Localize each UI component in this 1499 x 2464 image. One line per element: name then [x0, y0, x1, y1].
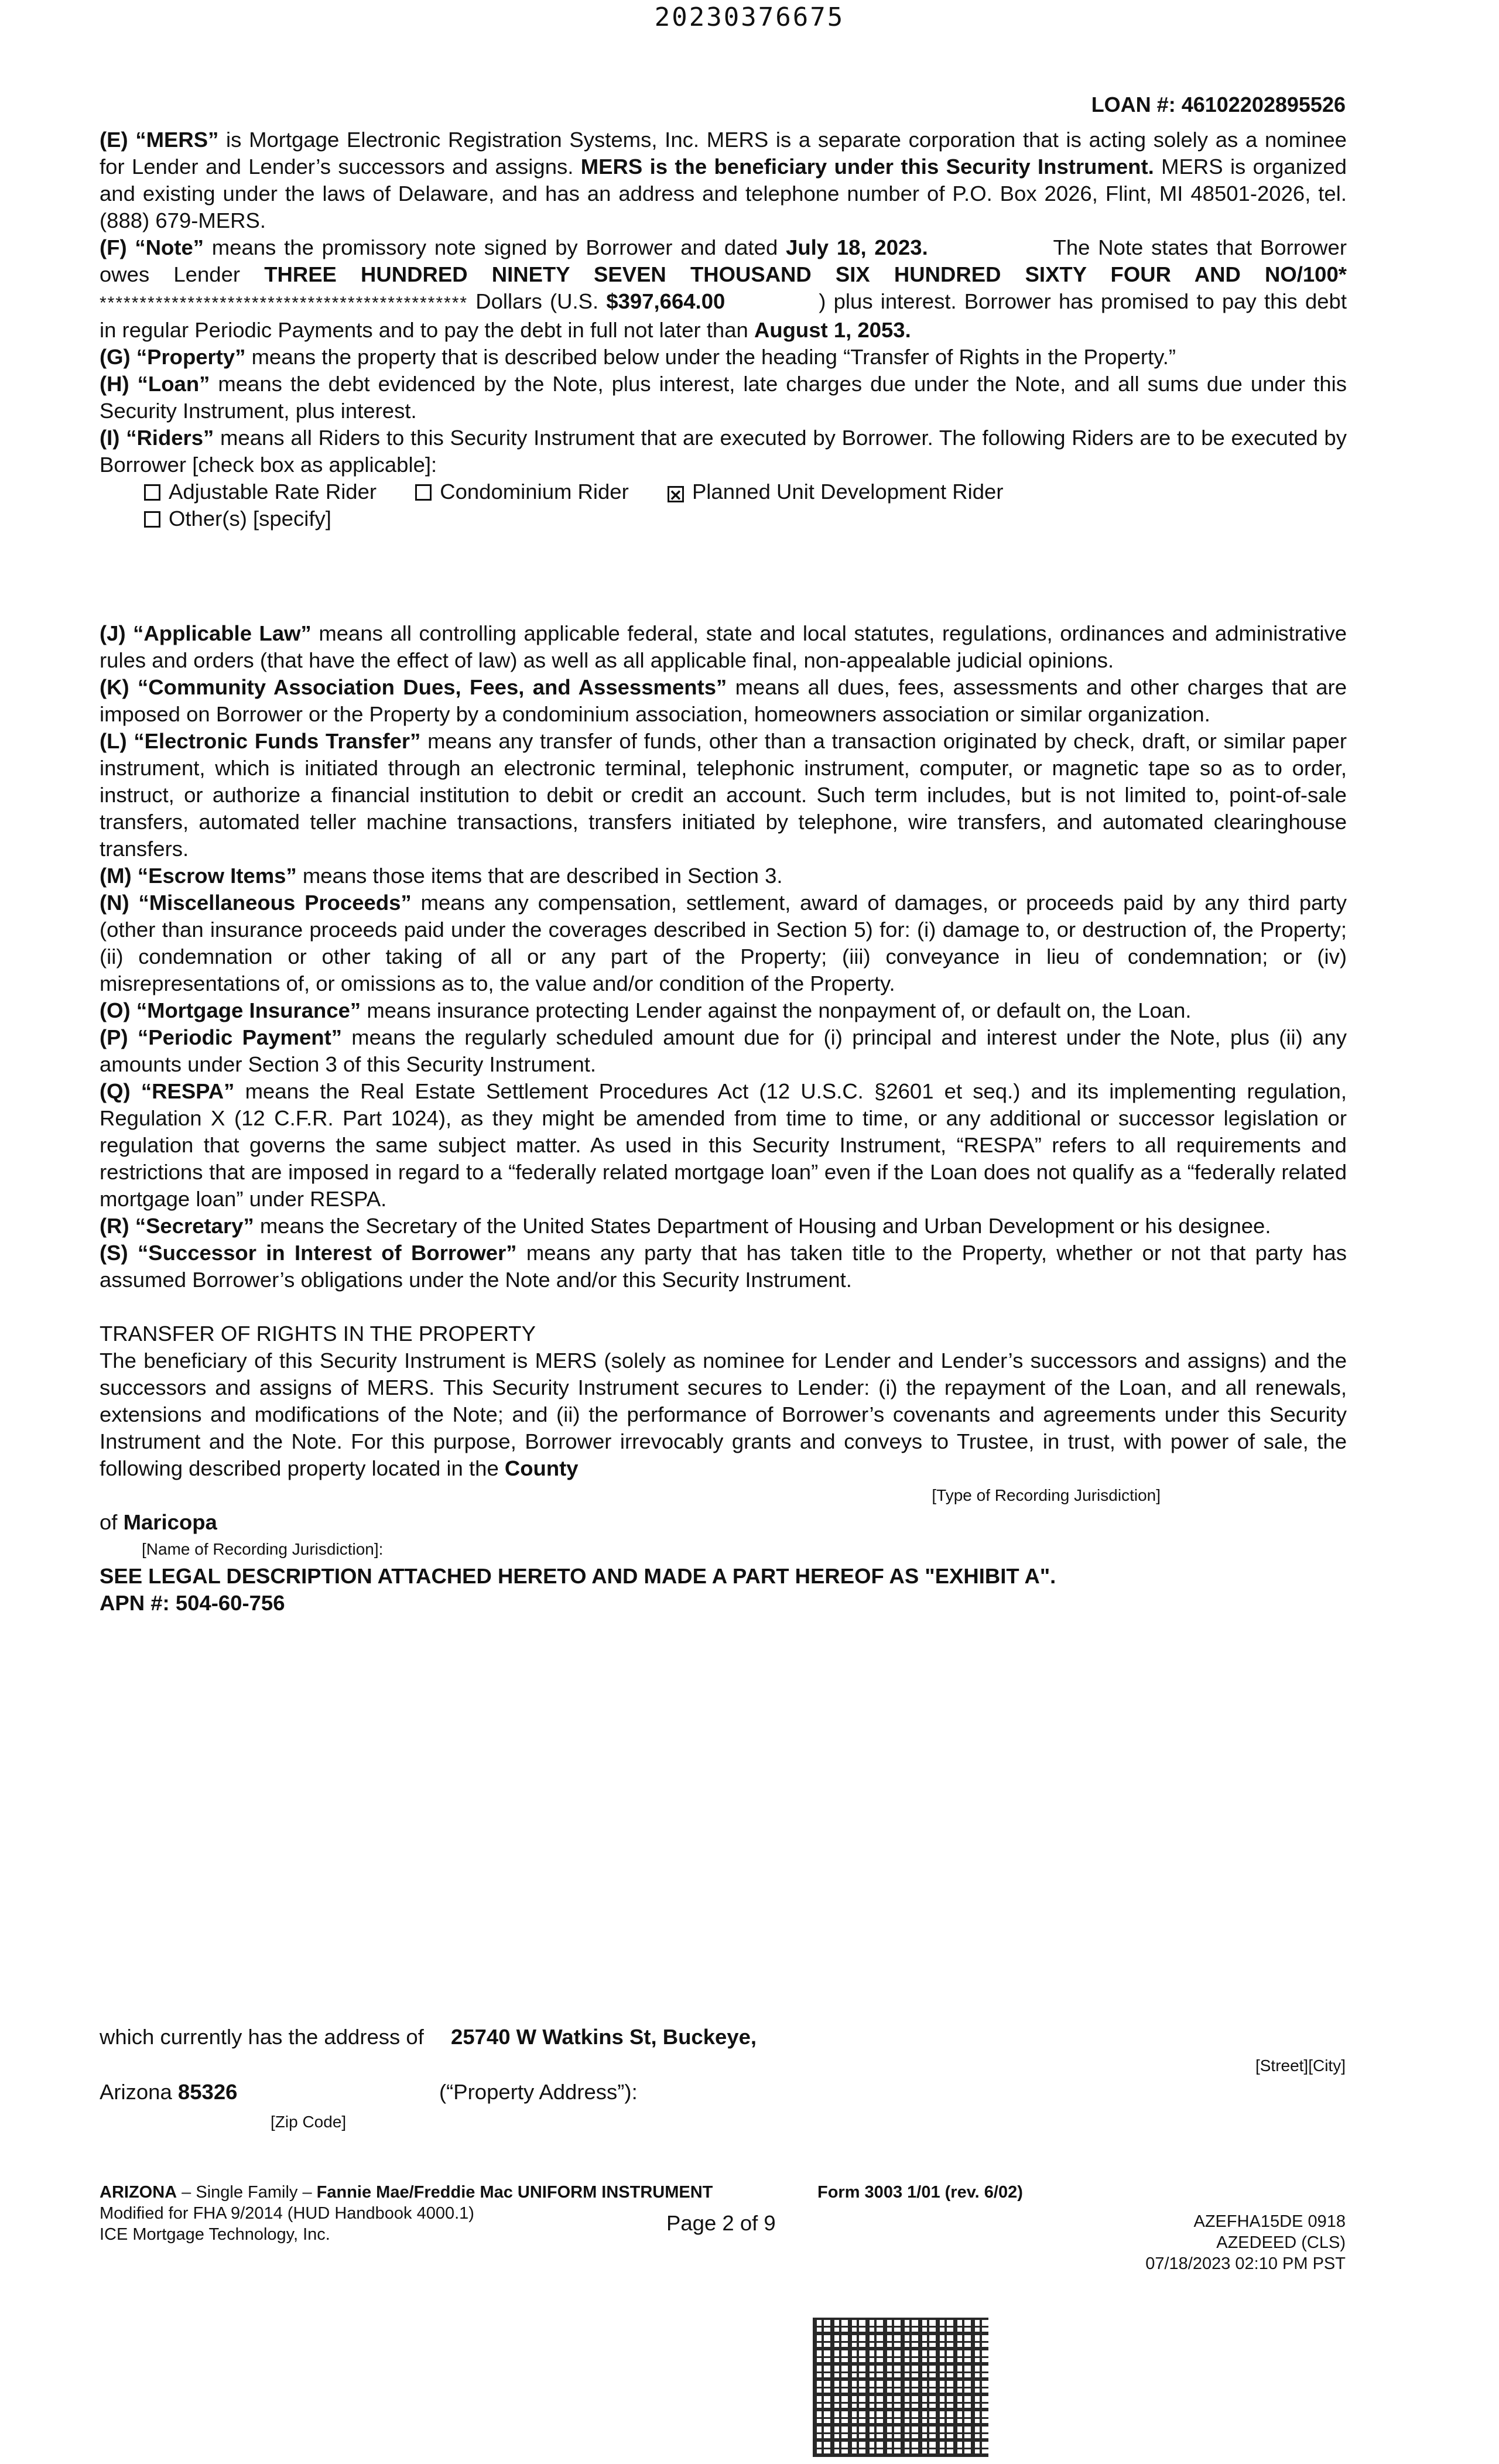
definition-r: (R) “Secretary” means the Secretary of the United States Department of Housing and Urban Development or his designee. [100, 1214, 1271, 1238]
definition-j: (J) “Applicable Law” means all controlling applicable federal, state and local statutes, regulations, ordinances and administrative rules and orders (that have the effect of law) as well as all applicable final, non-appealable judicial opinions. [100, 621, 1347, 672]
maturity-date: August 1, 2053. [754, 318, 911, 342]
address-intro: which currently has the address of 25740 W Watkins St, Buckeye, [100, 2025, 757, 2049]
definition-h: (H) “Loan” means the debt evidenced by the Note, plus interest, late charges due under the Note, and all sums due under this Security Instrument, plus interest. [100, 372, 1347, 423]
definition-p: (P) “Periodic Payment” means the regularly scheduled amount due for (i) principal and interest under the Note, plus (ii) any amounts under Section 3 of this Security Instrument. [100, 1025, 1347, 1076]
transfer-heading: TRANSFER OF RIGHTS IN THE PROPERTY [100, 1322, 536, 1346]
definition-i: (I) “Riders” means all Riders to this Security Instrument that are executed by Borrower. The following Riders are to be executed by Borrower [check box as applicable]: [100, 426, 1347, 477]
note-date: July 18, 2023. [786, 235, 928, 259]
footer-left: ARIZONA – Single Family – Fannie Mae/Freddie Mac UNIFORM INSTRUMENT Modified for FHA 9/2014 (HUD Handbook 4000.1) ICE Mortgage Technology, Inc. [100, 2183, 713, 2244]
jurisdiction-type: County [504, 1456, 579, 1480]
definition-g: (G) “Property” means the property that is described below under the heading “Transfer of Rights in the Property.” [100, 345, 1176, 369]
document-number: 20230376675 [654, 2, 845, 32]
state-zip: Arizona 85326 [100, 2080, 238, 2104]
checkbox-condominium-rider[interactable] [415, 484, 432, 501]
property-address-label: (“Property Address”): [439, 2080, 638, 2104]
definition-f: (F) “Note” means the promissory note signed by Borrower and dated July 18, 2023. The Note states that Borrower owes Lender THREE HUNDRED NINETY SEVEN THOUSAND SIX HUNDRED SIXTY FOUR AND NO/100* ********************************************** Dollars (U.S. $397,664.00 ) plus interest. Borrower has promised to pay this debt in regular Periodic Payments and to pay the debt in full not later than August 1, 2053. [100, 235, 1347, 342]
street-city: 25740 W Watkins St, Buckeye, [451, 2025, 757, 2049]
2d-barcode [813, 2318, 988, 2457]
street-city-label: [Street][City] [1255, 2056, 1346, 2075]
transfer-text: The beneficiary of this Security Instrument is MERS (solely as nominee for Lender and Lender’s successors and assigns) and the successors and assigns of MERS. This Security Instrument secures to Lender: (i) the repayment of the Loan, and all renewals, extensions and modifications of the Note; and (ii) the performance of Borrower’s covenants and agreements under this Security Instrument and the Note. For this purpose, Borrower irrevocably grants and conveys to Trustee, in trust, with power of sale, the following described property located in the County [100, 1349, 1347, 1480]
checkbox-other-rider[interactable] [144, 511, 160, 528]
loan-amount: $397,664.00 [606, 289, 725, 313]
apn-line: APN #: 504-60-756 [100, 1591, 285, 1615]
definition-m: (M) “Escrow Items” means those items that are described in Section 3. [100, 864, 783, 888]
definition-q: (Q) “RESPA” means the Real Estate Settlement Procedures Act (12 U.S.C. §2601 et seq.) and its implementing regulation, Regulation X (12 C.F.R. Part 1024), as they might be amended from time to time, or any additional or successor legislation or regulation that governs the same subject matter. As used in this Security Instrument, “RESPA” refers to all requirements and restrictions that are imposed in regard to a “federally related mortgage loan” even if the Loan does not qualify as a “federally related mortgage loan” under RESPA. [100, 1079, 1347, 1211]
footer-right-codes: AZEFHA15DE 0918 AZEDEED (CLS) 07/18/2023 02:10 PM PST [1145, 2212, 1346, 2273]
definition-e: (E) “MERS” is Mortgage Electronic Registration Systems, Inc. MERS is a separate corporation that is acting solely as a nominee for Lender and Lender’s successors and assigns. MERS is the beneficiary under this Security Instrument. MERS is organized and existing under the laws of Delaware, and has an address and telephone number of P.O. Box 2026, Flint, MI 48501-2026, tel. (888) 679-MERS. [100, 128, 1347, 232]
checkbox-pud-rider-checked[interactable]: ✕ [668, 486, 684, 502]
jurisdiction-type-label: [Type of Recording Jurisdiction] [932, 1486, 1161, 1504]
apn-number: 504-60-756 [175, 1591, 285, 1615]
page-number: Page 2 of 9 [666, 2211, 776, 2235]
amount-words: THREE HUNDRED NINETY SEVEN THOUSAND SIX HUNDRED SIXTY FOUR AND NO/100* [264, 262, 1347, 286]
jurisdiction-name-label: [Name of Recording Jurisdiction]: [142, 1540, 384, 1558]
checkbox-adjustable-rate-rider[interactable] [144, 484, 160, 501]
jurisdiction-line: of Maricopa [100, 1510, 217, 1534]
zip-code: 85326 [177, 2080, 238, 2104]
definition-k: (K) “Community Association Dues, Fees, and Assessments” means all dues, fees, assessments and other charges that are imposed on Borrower or the Property by a condominium association, homeowners association or similar organization. [100, 675, 1347, 726]
loan-number: LOAN #: 46102202895526 [1091, 93, 1346, 117]
definition-o: (O) “Mortgage Insurance” means insurance protecting Lender against the nonpayment of, or default on, the Loan. [100, 998, 1192, 1022]
riders-checklist: Adjustable Rate Rider Condominium Rider ✕ Planned Unit Development Rider Other(s) [specify] [100, 478, 1347, 532]
jurisdiction-name: Maricopa [123, 1510, 217, 1534]
definition-s: (S) “Successor in Interest of Borrower” means any party that has taken title to the Property, whether or not that party has assumed Borrower’s obligations under the Note and/or this Security Instrument. [100, 1241, 1347, 1292]
definition-n: (N) “Miscellaneous Proceeds” means any compensation, settlement, award of damages, or proceeds paid by any third party (other than insurance proceeds paid under the coverages described in Section 5) for: (i) damage to, or destruction of, the Property; (ii) condemnation or other taking of all or any part of the Property; (iii) conveyance in lieu of condemnation; or (iv) misrepresentations of, or omissions as to, the value and/or condition of the Property. [100, 891, 1347, 995]
definition-l: (L) “Electronic Funds Transfer” means any transfer of funds, other than a transaction originated by check, draft, or similar paper instrument, which is initiated through an electronic terminal, telephonic instrument, computer, or magnetic tape so as to order, instruct, or authorize a financial institution to debit or credit an account. Such term includes, but is not limited to, point-of-sale transfers, automated teller machine transactions, transfers initiated by telephone, wire transfers, and automated clearinghouse transfers. [100, 729, 1347, 861]
document-body [100, 126, 1347, 1617]
legal-description: SEE LEGAL DESCRIPTION ATTACHED HERETO AND MADE A PART HEREOF AS "EXHIBIT A". [100, 1564, 1056, 1588]
zip-code-label: [Zip Code] [271, 2113, 347, 2131]
form-number: Form 3003 1/01 (rev. 6/02) [817, 2183, 1023, 2202]
